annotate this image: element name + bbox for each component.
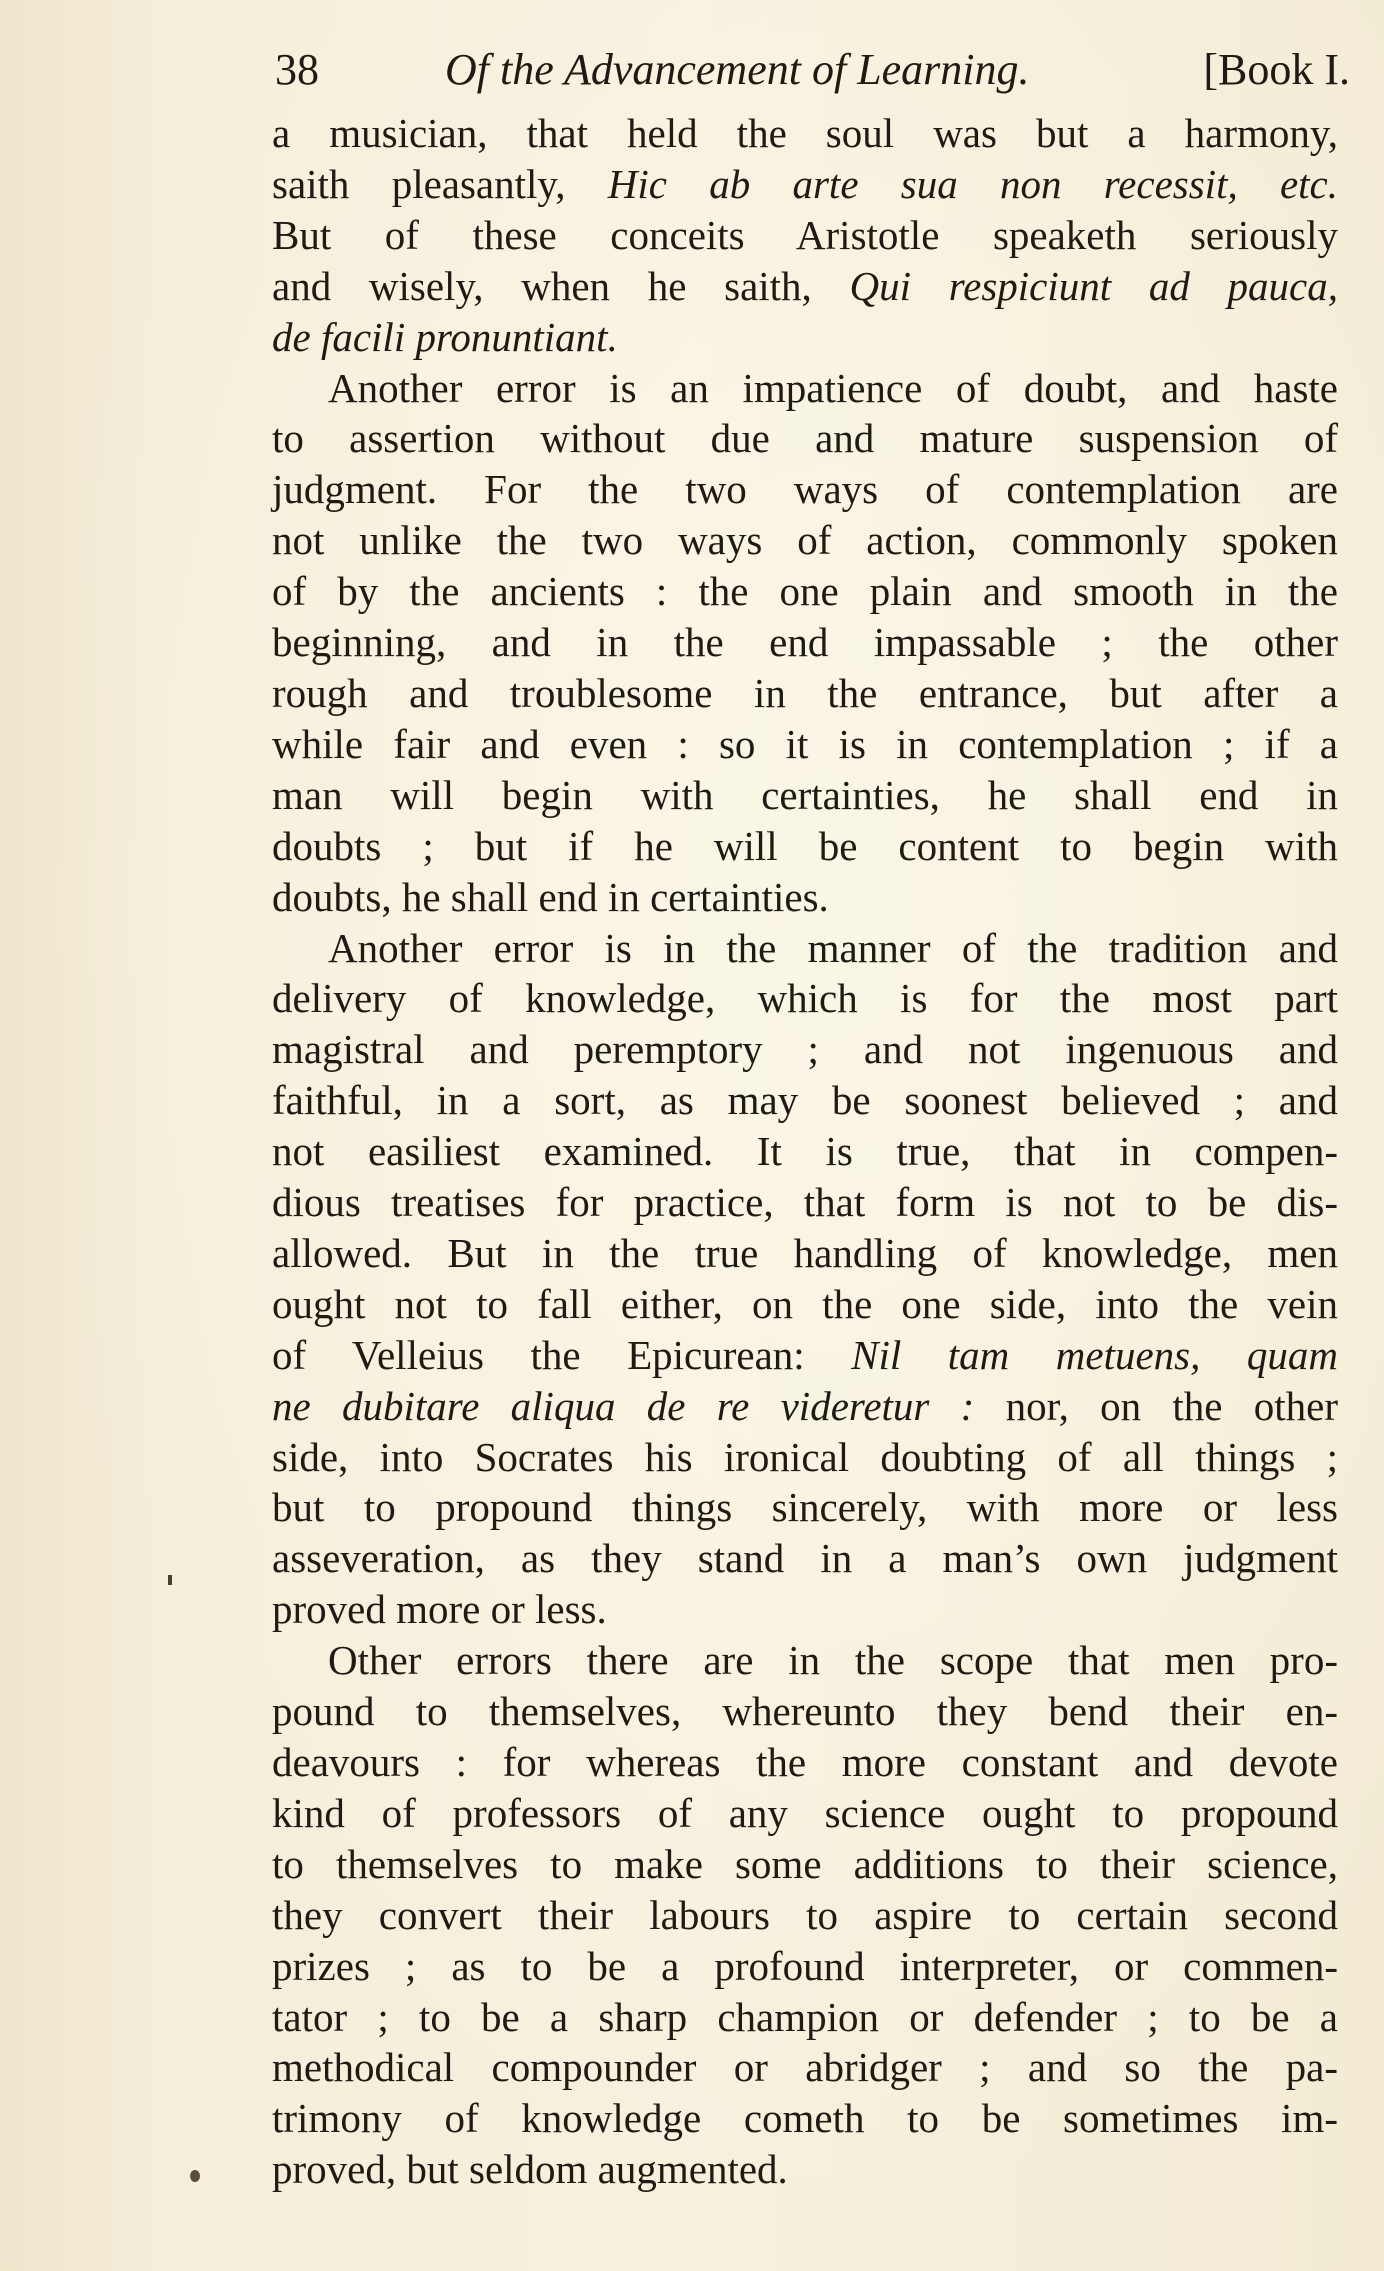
text-line: asseveration, as they stand in a man’s own judgment [272,1535,1338,1582]
text-line: not unlike the two ways of action, commonly spoken [272,517,1338,564]
body-text [272,108,1338,2195]
text-line: Other errors there are in the scope that men pro- [328,1637,1338,1684]
text-line: to themselves to make some additions to their science, [272,1840,1338,1887]
text-line: but to propound things sincerely, with more or less [272,1484,1338,1531]
text-line: doubts, he shall end in certainties. [272,873,829,920]
text-line: proved, but seldom augmented. [272,2146,788,2193]
text-line: delivery of knowledge, which is for the most part [272,975,1338,1022]
text-line: prizes ; as to be a profound interpreter, or commen- [272,1942,1338,1989]
text-line: to assertion without due and mature suspension of [272,415,1338,462]
running-header [275,40,1350,100]
text-line: magistral and peremptory ; and not ingenuous and [272,1026,1338,1073]
text-line: allowed. But in the true handling of knowledge, men [272,1229,1338,1276]
text-line: of Velleius the Epicurean: Nil tam metuens, quam [272,1331,1338,1378]
book-reference: [Book I. [1203,45,1350,94]
text-line: doubts ; but if he will be content to begin with [272,822,1338,869]
text-line: judgment. For the two ways of contemplation are [272,466,1338,513]
text-line: not easiliest examined. It is true, that in compen- [272,1128,1338,1175]
page-number: 38 [275,45,319,94]
text-line: saith pleasantly, Hic ab arte sua non recessit, etc. [272,160,1338,207]
text-line: man will begin with certainties, he shall end in [272,771,1338,818]
text-line: a musician, that held the soul was but a harmony, [272,110,1338,156]
text-line: ought not to fall either, on the one side, into the vein [272,1280,1338,1327]
text-line: ne dubitare aliqua de re videretur : nor, on the other [272,1382,1338,1429]
text-line: kind of professors of any science ought to propound [272,1789,1338,1836]
text-line: dious treatises for practice, that form is not to be dis- [272,1179,1338,1226]
running-title: Of the Advancement of Learning. [445,45,1030,94]
text-line: Another error is an impatience of doubt, and haste [328,364,1338,411]
paragraph-2 [272,363,1338,923]
text-line: side, into Socrates his ironical doubting of all things ; [272,1433,1338,1480]
paragraph-3 [272,923,1338,1636]
margin-mark [168,1575,172,1585]
text-line: proved more or less. [272,1586,607,1633]
text-line: pound to themselves, whereunto they bend their en- [272,1688,1338,1735]
text-line: tator ; to be a sharp champion or defender ; to be a [272,1993,1338,2040]
text-line: But of these conceits Aristotle speaketh seriously [272,211,1338,258]
text-line: rough and troublesome in the entrance, but after a [272,669,1338,716]
text-line: beginning, and in the end impassable ; the other [272,619,1338,666]
text-line: they convert their labours to aspire to certain second [272,1891,1338,1938]
text-line: deavours : for whereas the more constant and devote [272,1739,1338,1785]
text-line: Another error is in the manner of the tradition and [328,924,1338,971]
text-line: de facili pronuntiant. [272,313,618,360]
text-line: while fair and even : so it is in contemplation ; if a [272,720,1338,767]
text-line: trimony of knowledge cometh to be sometimes im- [272,2095,1338,2142]
margin-mark [190,2170,200,2182]
paragraph-1 [272,108,1338,363]
text-line: methodical compounder or abridger ; and so the pa- [272,2044,1338,2091]
text-line: faithful, in a sort, as may be soonest believed ; and [272,1077,1338,1124]
text-line: and wisely, when he saith, Qui respiciunt ad pauca, [272,262,1338,309]
text-line: of by the ancients : the one plain and smooth in the [272,568,1338,615]
paragraph-4 [272,1635,1338,2195]
